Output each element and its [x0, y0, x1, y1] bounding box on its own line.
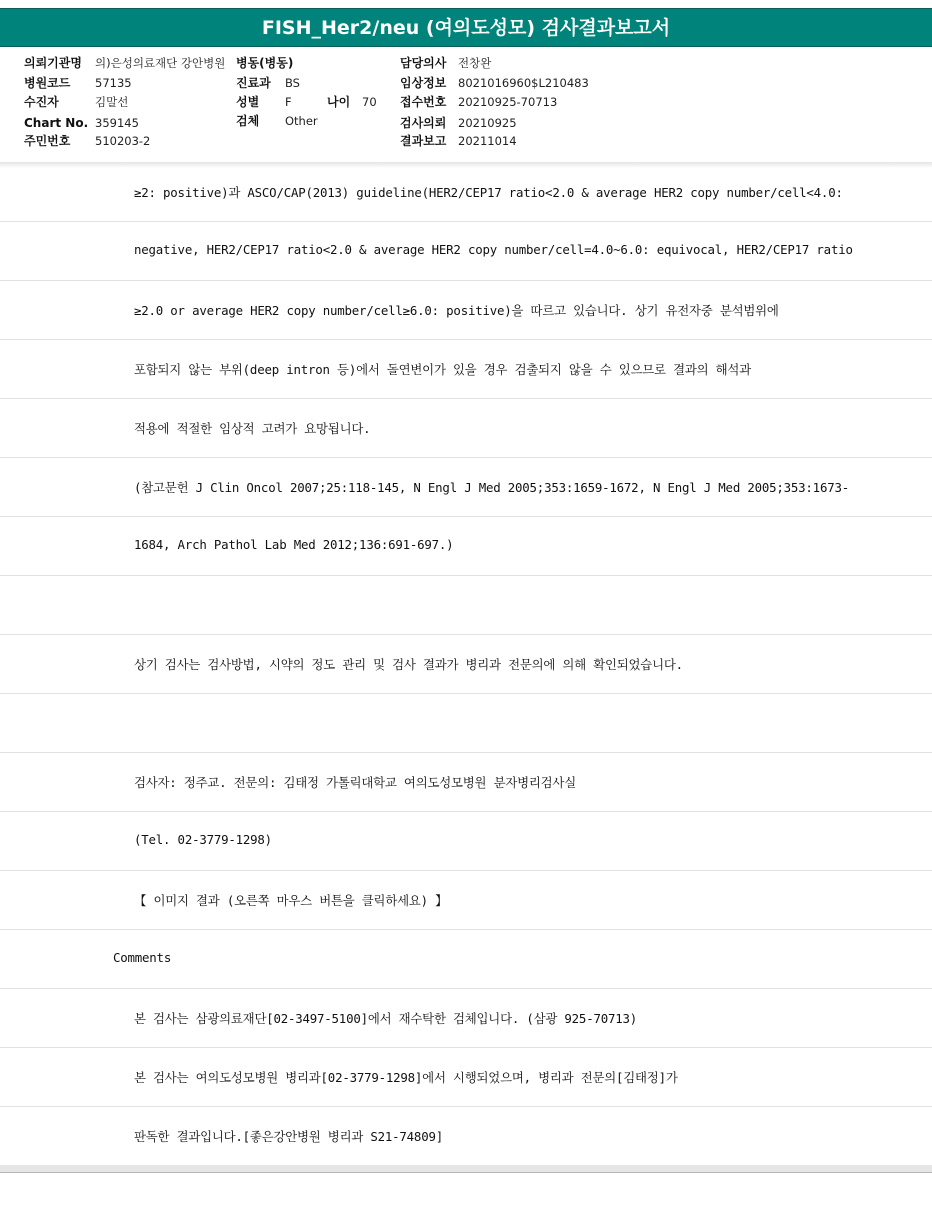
specimen-label: 검체 [236, 114, 260, 128]
report-line [0, 753, 932, 812]
result-date-value: 20211014 [458, 134, 517, 148]
chart-number-value: 359145 [95, 116, 139, 130]
report-line [0, 399, 932, 458]
report-line-text: 포함되지 않는 부위(deep intron 등)에서 돌연변이가 있을 경우 검출되지 않을 수 있으므로 결과의 해석과 [134, 362, 751, 377]
image-result-link[interactable]: 【 이미지 결과 (오른쪽 마우스 버튼을 클릭하세요) 】 [134, 893, 448, 908]
report-line [0, 164, 932, 222]
report-title: FISH_Her2/neu (여의도성모) 검사결과보고서 [0, 8, 932, 47]
comments-heading: Comments [113, 950, 172, 965]
doctor-label: 담당의사 [400, 56, 447, 70]
ward-label: 병동(병동) [236, 56, 294, 70]
report-line [0, 871, 932, 930]
comment-line: 본 검사는 삼광의료재단[02-3497-5100]에서 재수탁한 검체입니다. (삼광 925-70713) [134, 1011, 638, 1026]
patient-value: 김말선 [95, 95, 129, 109]
report-line-text: 상기 검사는 검사방법, 시약의 정도 관리 및 검사 결과가 병리과 전문의에 의해 확인되었습니다. [134, 657, 683, 672]
report-line [0, 1048, 932, 1107]
report-line [0, 517, 932, 576]
report-line [0, 458, 932, 517]
report-line [0, 1107, 932, 1166]
institution-label: 의뢰기관명 [24, 56, 82, 70]
hospital-code-value: 57135 [95, 76, 132, 90]
report-line-text: 적용에 적절한 임상적 고려가 요망됩니다. [134, 421, 371, 436]
sex-label: 성별 [236, 95, 260, 109]
examiner-line: 검사자: 정주교. 전문의: 김태정 가톨릭대학교 여의도성모병원 분자병리검사실 [134, 775, 576, 790]
age-label: 나이 [327, 95, 351, 109]
specimen-value: Other [285, 114, 318, 128]
request-date-label: 검사의뢰 [400, 116, 447, 130]
hospital-code-label: 병원코드 [24, 76, 71, 90]
report-line-text: (참고문헌 J Clin Oncol 2007;25:118-145, N Engl J Med 2005;353:1659-1672, N Engl J Med 2005;353:1673- [134, 480, 849, 495]
ssn-value: 510203-2 [95, 134, 151, 148]
report-line [0, 340, 932, 399]
report-line [0, 281, 932, 340]
clinical-info-label: 임상정보 [400, 76, 447, 90]
report-line-text: ≥2.0 or average HER2 copy number/cell≥6.0: positive)을 따르고 있습니다. 상기 유전자중 분석범위에 [134, 303, 779, 318]
report-line [0, 812, 932, 871]
report-line [0, 635, 932, 694]
report-line [0, 930, 932, 989]
report-line-text: negative, HER2/CEP17 ratio<2.0 & average HER2 copy number/cell=4.0~6.0: equivocal, HER2/CEP17 ratio [134, 242, 853, 257]
doctor-value: 전창완 [458, 56, 492, 70]
patient-info-panel [0, 47, 932, 163]
report-line-text: 1684, Arch Pathol Lab Med 2012;136:691-697.) [134, 537, 454, 552]
clinical-info-value: 8021016960$L210483 [458, 76, 589, 90]
sex-value: F [285, 95, 292, 109]
ssn-label: 주민번호 [24, 134, 71, 148]
report-line [0, 989, 932, 1048]
patient-label: 수진자 [24, 95, 59, 109]
report-body [0, 164, 932, 1166]
report-line [0, 222, 932, 281]
report-line-text: ≥2: positive)과 ASCO/CAP(2013) guideline(HER2/CEP17 ratio<2.0 & average HER2 copy number/cell<4.0: [134, 185, 843, 200]
report-footer-bar [0, 1165, 932, 1173]
comment-line: 본 검사는 여의도성모병원 병리과[02-3779-1298]에서 시행되었으며, 병리과 전문의[김태정]가 [134, 1070, 678, 1085]
phone-line: (Tel. 02-3779-1298) [134, 832, 272, 847]
report-line-empty [0, 576, 932, 635]
request-date-value: 20210925 [458, 116, 517, 130]
receipt-number-label: 접수번호 [400, 95, 447, 109]
comment-line: 판독한 결과입니다.[좋은강안병원 병리과 S21-74809] [134, 1129, 443, 1144]
age-value: 70 [362, 95, 377, 109]
chart-number-label: Chart No. [24, 116, 89, 130]
result-date-label: 결과보고 [400, 134, 447, 148]
department-value: BS [285, 76, 300, 90]
institution-value: 의)은성의료재단 강안병원 [95, 56, 226, 70]
receipt-number-value: 20210925-70713 [458, 95, 558, 109]
department-label: 진료과 [236, 76, 271, 90]
report-line-empty [0, 694, 932, 753]
